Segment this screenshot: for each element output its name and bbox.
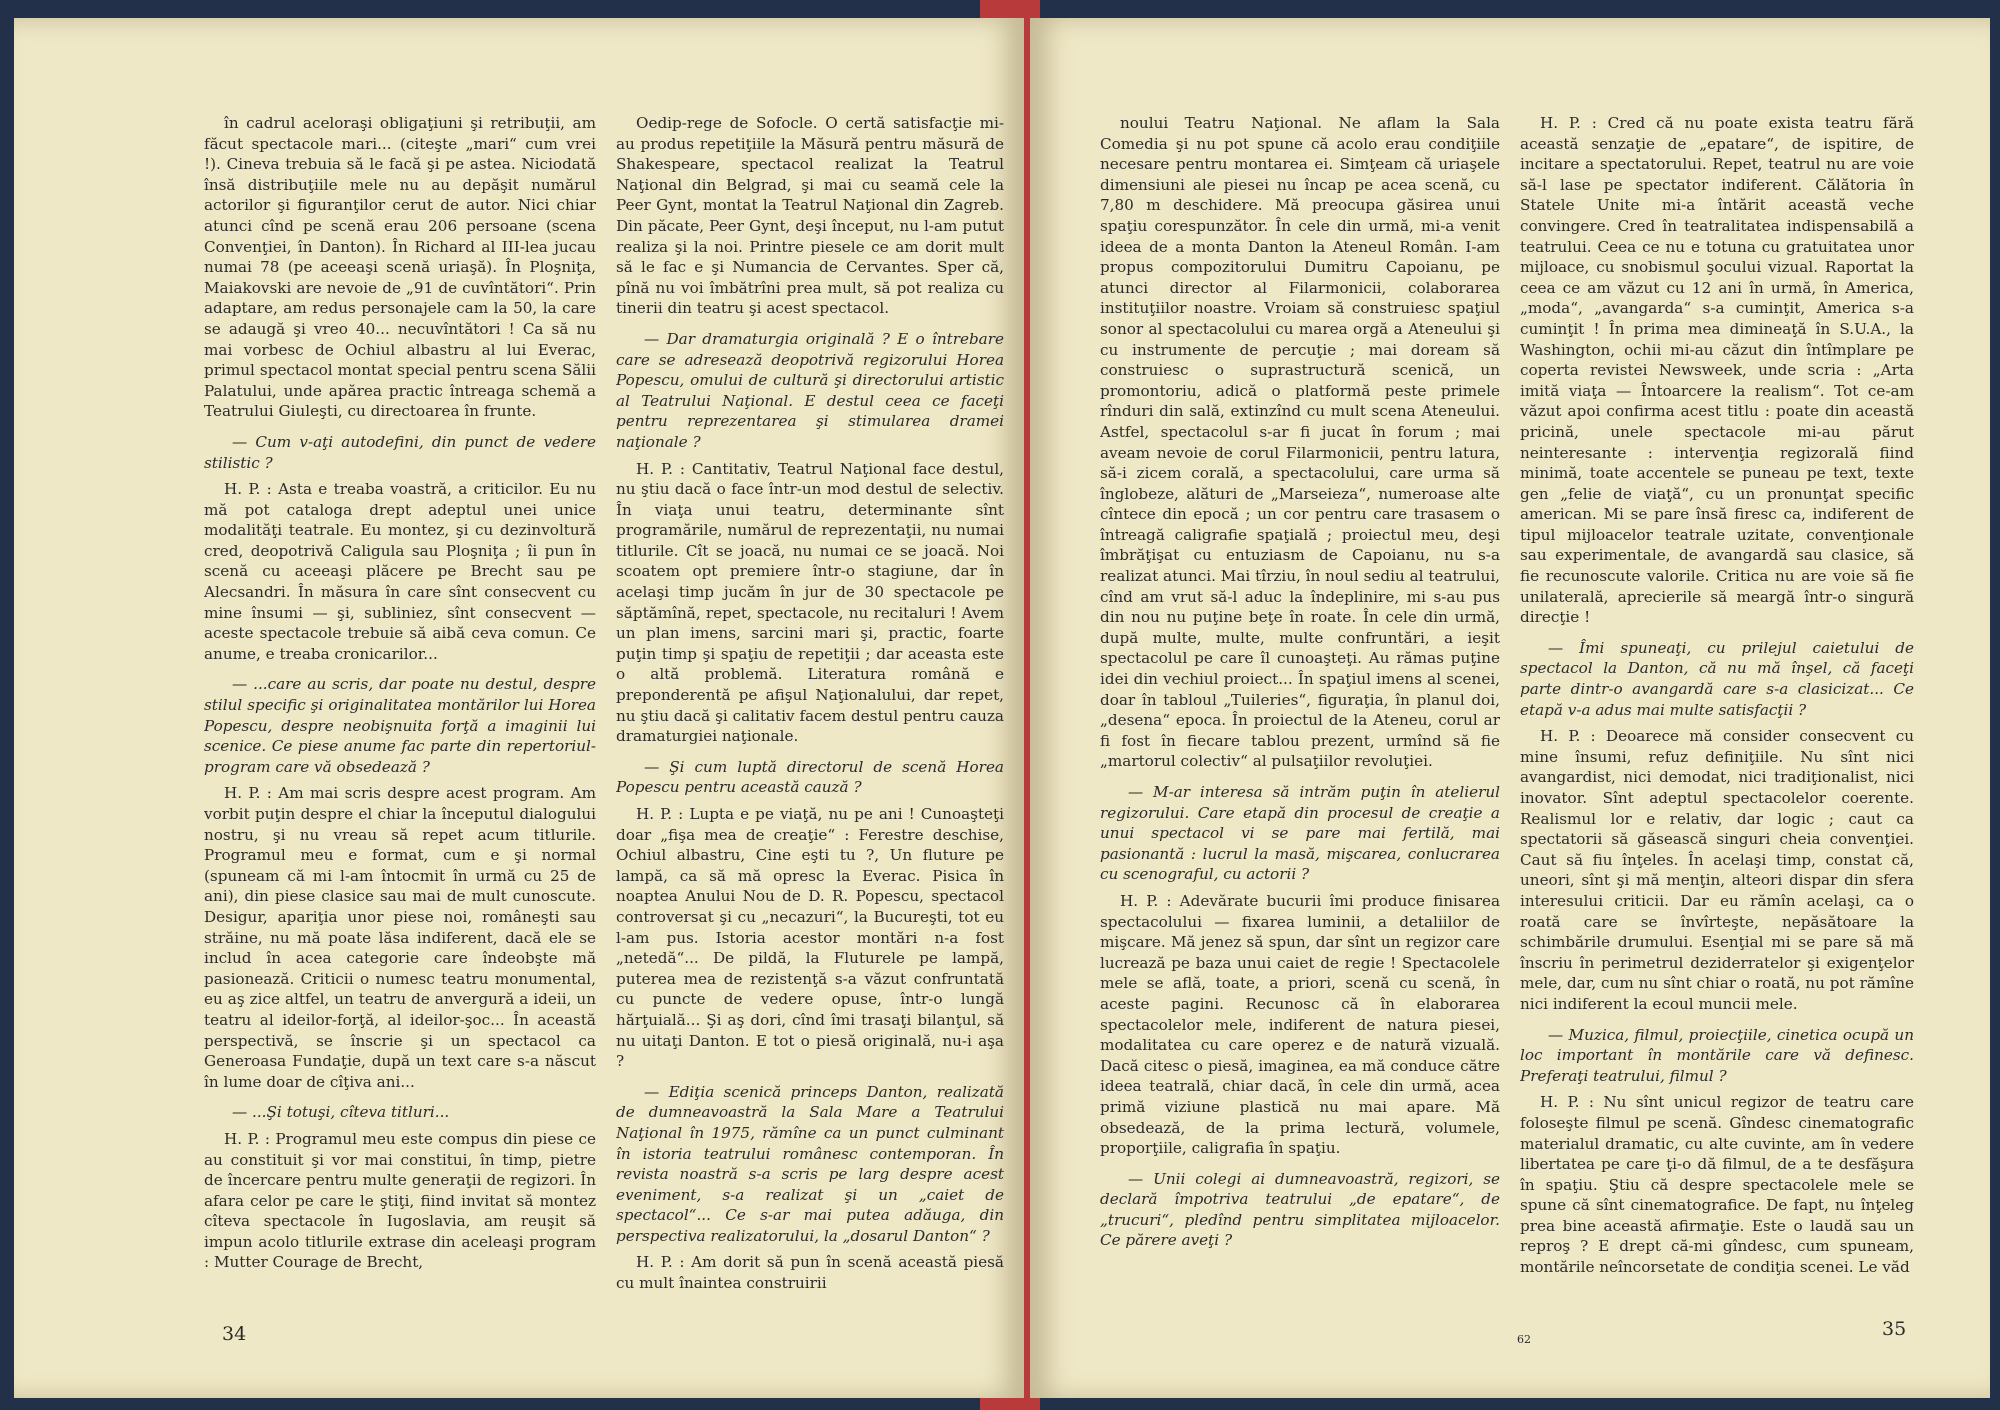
- paragraph: noului Teatru Naţional. Ne aflam la Sala Comedia şi nu pot spune că acolo erau condiţiile necesare pentru montarea ei. Simţeam că uriaşele dimensiuni ale piesei nu încap pe acea scenă, cu 7,80 m deschidere. Mă preocupa găsirea unui spaţiu corespunzător. În cele din urmă, mi-a venit ideea de a monta Danton la Ateneul Român. I-am propus compozitorului Dumitru Capoianu, pe atunci director al Filarmonicii, colaborarea instituţiilor noastre. Vroiam să construiesc spaţiul sonor al spectacolului cu marea orgă a Ateneului şi cu instrumente de percuţie ; mai doream să construiesc o suprastructură scenică, un promontoriu, adică o platformă peste primele rînduri din sală, extinzînd cu mult scena Ateneului. Astfel, spectacolul s-ar fi jucat în forum ; mai aveam nevoie de corul Filarmonicii, pentru latura, să-i zicem corală, a spectacolului, care urma să înglobeze, alături de „Marseieza“, numeroase alte cîntece din epocă ; un cor pentru care trasasem o întreagă caligrafie spaţială ; proiectul meu, deşi îmbrăţişat cu entuziasm de Capoianu, nu s-a realizat atunci. Mai tîrziu, în noul sediu al teatrului, cînd am vrut să-l aduc la îndeplinire, mi s-au pus din nou nu puţine beţe în roate. În cele din urmă, după multe, multe, multe confruntări, a ieşit spectacolul pe care îl cunoaşteţi. Au rămas puţine idei din vechiul proiect... În spaţiul imens al scenei, doar în tabloul „Tuileries“, figuraţia, în planul doi, „desena“ epoca. În proiectul de la Ateneu, corul ar fi fost în fiecare tablou prezent, urmînd să fie „martorul colectiv“ al pulsaţiilor revoluţiei.: [1100, 114, 1500, 771]
- interview-question: — Şi cum luptă directorul de scenă Horea Popescu pentru această cauză ?: [616, 757, 1004, 797]
- page-number-right: 35: [1882, 1318, 1907, 1340]
- interview-question: — Unii colegi ai dumneavoastră, regizori, se declară împotriva teatrului „de epatare“, de „trucuri“, pledînd pentru simplitatea mijloacelor. Ce părere aveţi ?: [1100, 1169, 1500, 1250]
- interview-answer: H. P. : Cred că nu poate exista teatru fără această senzaţie de „epatare“, de ispitire, de incitare a spectatorului. Repet, teatrul nu are voie să-l lase pe spectator indiferent. Călătoria în Statele Unite mi-a întărit această veche convingere. Cred în teatralitatea indispensabilă a teatrului. Ceea ce nu e totuna cu gratuitatea unor mijloace, cu snobismul şocului vizual. Raportat la ceea ce am văzut cu 12 ani în urmă, în America, „moda“, „avangarda“ s-a cuminţit, America s-a cuminţit ! În prima mea dimineaţă în S.U.A., la Washington, ochii mi-au căzut din întîmplare pe coperta revistei Newsweek, unde scria : „Arta imită viaţa — Întoarcere la realism“. Tot ce-am văzut apoi confirma acest titlu : poate din această pricină, unele spectacole mi-au părut neinteresante : intervenţia regizorală fiind minimă, toate accentele se puneau pe text, texte gen „felie de viaţă“, cu un pronunţat specific american. Mi se pare însă firesc ca, indiferent de tipul mijloacelor teatrale uzitate, convenţionale sau experimentale, de avangardă sau clasice, să fie recunoscute valorile. Critica nu are voie să fie unilaterală, aprecierile să meargă într-o singură direcţie !: [1520, 114, 1914, 627]
- interview-answer: H. P. : Am dorit să pun în scenă această piesă cu mult înaintea construirii: [616, 1253, 1004, 1293]
- interview-answer: H. P. : Deoarece mă consider consecvent cu mine însumi, refuz definiţiile. Nu sînt nici avangardist, nici demodat, nici tradiţionalist, nici inovator. Sînt adeptul spectacolelor coerente. Realismul lor e relativ, dar logic ; caut ca spectatorii să găsească singuri cheia convenţiei. Caut să fiu înţeles. În acelaşi timp, constat că, uneori, sînt şi mă menţin, alteori dispar din sfera interesului criticii. Dar eu rămîn acelaşi, ca o roată care se învîrteşte, nepăsătoare la schimbările drumului. Esenţial mi se pare să mă înscriu în perimetrul deziderratelor şi exigenţelor mele, dar, cum nu sînt chiar o roată, nu pot rămîne nici indiferent la ecoul muncii mele.: [1520, 727, 1914, 1013]
- interview-question: — ...care au scris, dar poate nu destul, despre stilul specific şi originalitatea montărilor lui Horea Popescu, despre neobişnuita forţă a imaginii lui scenice. Ce piese anume fac parte din repertoriul-program care vă obsedează ?: [204, 675, 596, 776]
- page-number-left: 34: [222, 1323, 247, 1345]
- interview-question: — M-ar interesa să intrăm puţin în atelierul regizorului. Care etapă din procesul de creaţie a unui spectacol vi se pare mai fertilă, mai pasionantă : lucrul la masă, mişcarea, conlucrarea cu scenograful, cu actorii ?: [1100, 783, 1500, 884]
- left-column-1: [204, 113, 596, 1353]
- interview-question: — Dar dramaturgia originală ? E o întrebare care se adresează deopotrivă regizorului Horea Popescu, omului de cultură şi directorului artistic al Teatrului Naţional. E destul ceea ce faceţi pentru reprezentarea şi stimularea dramei naţionale ?: [616, 329, 1004, 451]
- small-number: 62: [1517, 1333, 1531, 1346]
- interview-answer: H. P. : Am mai scris despre acest program. Am vorbit puţin despre el chiar la începutul dialogului nostru, şi nu vreau să repet acum titlurile. Programul meu e format, cum e şi normal (spuneam că mi l-am întocmit în urmă cu 25 de ani), din piese clasice sau mai de mult cunoscute. Desigur, apariţia unor piese noi, româneşti sau străine, nu mă poate lăsa indiferent, dacă ele se includ în acea categorie care îndeobşte mă pasionează. Criticii o numesc teatru monumental, eu aş zice altfel, un teatru de anvergură a ideii, un teatru al ideilor-forţă, al ideilor-şoc... În această perspectivă, se înscrie şi un spectacol ca Generoasa Fundaţie, după un text care s-a născut în lume doar de cîţiva ani...: [204, 784, 596, 1091]
- interview-question: — Îmi spuneaţi, cu prilejul caietului de spectacol la Danton, că nu mă înşel, că faceţi parte dintr-o avangardă care s-a clasicizat... Ce etapă v-a adus mai multe satisfacţii ?: [1520, 638, 1914, 719]
- interview-question: — Cum v-aţi autodefini, din punct de vedere stilistic ?: [204, 432, 596, 472]
- interview-answer: H. P. : Programul meu este compus din piese ce au constituit şi vor mai constitui, în timp, pietre de încercare pentru multe generaţii de regizori. În afara celor pe care le ştiţi, fiind invitat să montez cîteva spectacole în Iugoslavia, am reuşit să impun acolo titlurile extrase din aceleaşi program : Mutter Courage de Brecht,: [204, 1129, 596, 1272]
- interview-answer: H. P. : Adevărate bucurii îmi produce finisarea spectacolului — fixarea luminii, a detaliilor de mişcare. Mă jenez să spun, dar sînt un regizor care lucrează pe baza unui caiet de regie ! Spectacolele mele se află, toate, a priori, scenă cu scenă, în aceste pagini. Recunosc că în elaborarea spectacolelor mele, indiferent de natura piesei, modalitatea cu care operez e de natură vizuală. Dacă citesc o piesă, imaginea, ea mă conduce către ideea teatrală, chiar dacă, în cele din urmă, acea primă viziune plastică nu mai apare. Mă obsedează, de la prima lectură, volumele, proporţiile, caligrafia în spaţiu.: [1100, 891, 1500, 1158]
- interview-question: — Muzica, filmul, proiecţiile, cinetica ocupă un loc important în montările care vă definesc. Preferaţi teatrului, filmul ?: [1520, 1025, 1914, 1085]
- paragraph: Oedip-rege de Sofocle. O certă satisfacţie mi-au produs repetiţiile la Măsură pentru măsură de Shakespeare, spectacol realizat la Teatrul Naţional din Belgrad, şi mai cu seamă cele la Peer Gynt, montat la Teatrul Naţional din Zagreb. Din păcate, Peer Gynt, deşi început, nu l-am putut realiza şi la noi. Printre piesele ce am dorit mult să le fac e şi Numancia de Cervantes. Sper că, pînă nu voi îmbătrîni prea mult, să pot realiza cu tinerii din teatru şi acest spectacol.: [616, 114, 1004, 318]
- left-page: [14, 18, 1024, 1398]
- interview-answer: H. P. : Lupta e pe viaţă, nu pe ani ! Cunoaşteţi doar „fişa mea de creaţie“ : Ferestre deschise, Ochiul albastru, Cine eşti tu ?, Un fluture pe lampă, ca să mă opresc la Everac. Pisica în noaptea Anului Nou de D. R. Popescu, spectacol controversat şi cu „necazuri“, la Bucureşti, tot eu l-am pus. Istoria acestor montări n-a fost „netedă“... De pildă, la Fluturele pe lampă, puterea mea de rezistenţă s-a văzut confruntată cu puncte de vedere opuse, într-o lungă hărţuială... Şi aş dori, cînd îmi trasaţi bilanţul, să nu uitaţi Danton. E tot o piesă originală, nu-i aşa ?: [616, 805, 1004, 1071]
- interview-question: — ...Şi totuşi, cîteva titluri...: [232, 1103, 450, 1122]
- interview-answer: H. P. : Cantitativ, Teatrul Naţional face destul, nu ştiu dacă o face într-un mod destul de selectiv. În viaţa unui teatru, determinante sînt programările, numărul de reprezentaţii, nu numai titlurile. Cît se joacă, nu numai ce se joacă. Noi scoatem opt premiere într-o stagiune, dar în acelaşi timp jucăm în jur de 30 spectacole pe săptămînă, repet, spectacole, nu recitaluri ! Avem un plan imens, sarcini mari şi, practic, foarte puţin timp şi spaţiu de repetiţii ; dar aceasta este o altă problemă. Literatura română e preponderentă pe afişul Naţionalului, dar repet, nu ştiu dacă şi calitativ facem destul pentru cauza dramaturgiei naţionale.: [616, 459, 1004, 746]
- right-column-1: [1100, 113, 1500, 1353]
- interview-answer: H. P. : Asta e treaba voastră, a criticilor. Eu nu mă pot cataloga drept adeptul unei unice modalităţi teatrale. Eu montez, şi cu dezinvoltură cred, deopotrivă Caligula sau Ploşniţa ; îi pun în scenă cu aceeaşi plăcere pe Brecht sau pe Alecsandri. În măsura în care sînt consecvent cu mine însumi — şi, subliniez, sînt consecvent — aceste spectacole trebuie să aibă ceva comun. Ce anume, e treaba cronicarilor...: [204, 480, 596, 663]
- interview-question: — Ediţia scenică princeps Danton, realizată de dumneavoastră la Sala Mare a Teatrului Naţional în 1975, rămîne ca un punct culminant în istoria teatrului românesc contemporan. În revista noastră s-a scris pe larg despre acest eveniment, s-a realizat şi un „caiet de spectacol“... Ce s-ar mai putea adăuga, din perspectiva realizatorului, la „dosarul Danton“ ?: [616, 1082, 1004, 1245]
- interview-answer: H. P. : Nu sînt unicul regizor de teatru care foloseşte filmul pe scenă. Gîndesc cinematografic materialul dramatic, cu alte cuvinte, am în vedere libertatea pe care ţi-o dă filmul, de a te desfăşura în spaţiu. Ştiu că despre spectacolele mele se spune că sînt cinematografice. De fapt, nu înţeleg prea bine această afirmaţie. Este o laudă sau un reproş ? E drept că-mi gîndesc, cum spuneam, montările neîncorsetate de condiţia scenei. Le văd: [1520, 1093, 1914, 1277]
- paragraph: în cadrul aceloraşi obligaţiuni şi retribuţii, am făcut spectacole mari... (citeşte „mari“ cum vrei !). Cineva trebuia să le facă şi pe astea. Niciodată însă distribuţiile mele nu au depăşit numărul actorilor şi figuranţilor cerut de autor. Nici chiar atunci cînd pe scenă erau 206 persoane (scena Convenţiei, în Danton). În Richard al III-lea jucau numai 78 (pe aceeaşi scenă uriaşă). În Ploşniţa, Maiakovski are nevoie de „91 de cuvîntători“. Prin adaptare, am redus personajele cam la 50, la care se adaugă şi vreo 40... necuvîntători ! Ca să nu mai vorbesc de Ochiul albastru al lui Everac, primul spectacol montat special pentru scena Sălii Palatului, unde apărea practic întreaga schemă a Teatrului Giuleşti, cu directoarea în frunte.: [204, 114, 596, 421]
- right-column-2: [1520, 113, 1914, 1353]
- right-page: [1030, 18, 1990, 1398]
- left-column-2: [616, 113, 1004, 1353]
